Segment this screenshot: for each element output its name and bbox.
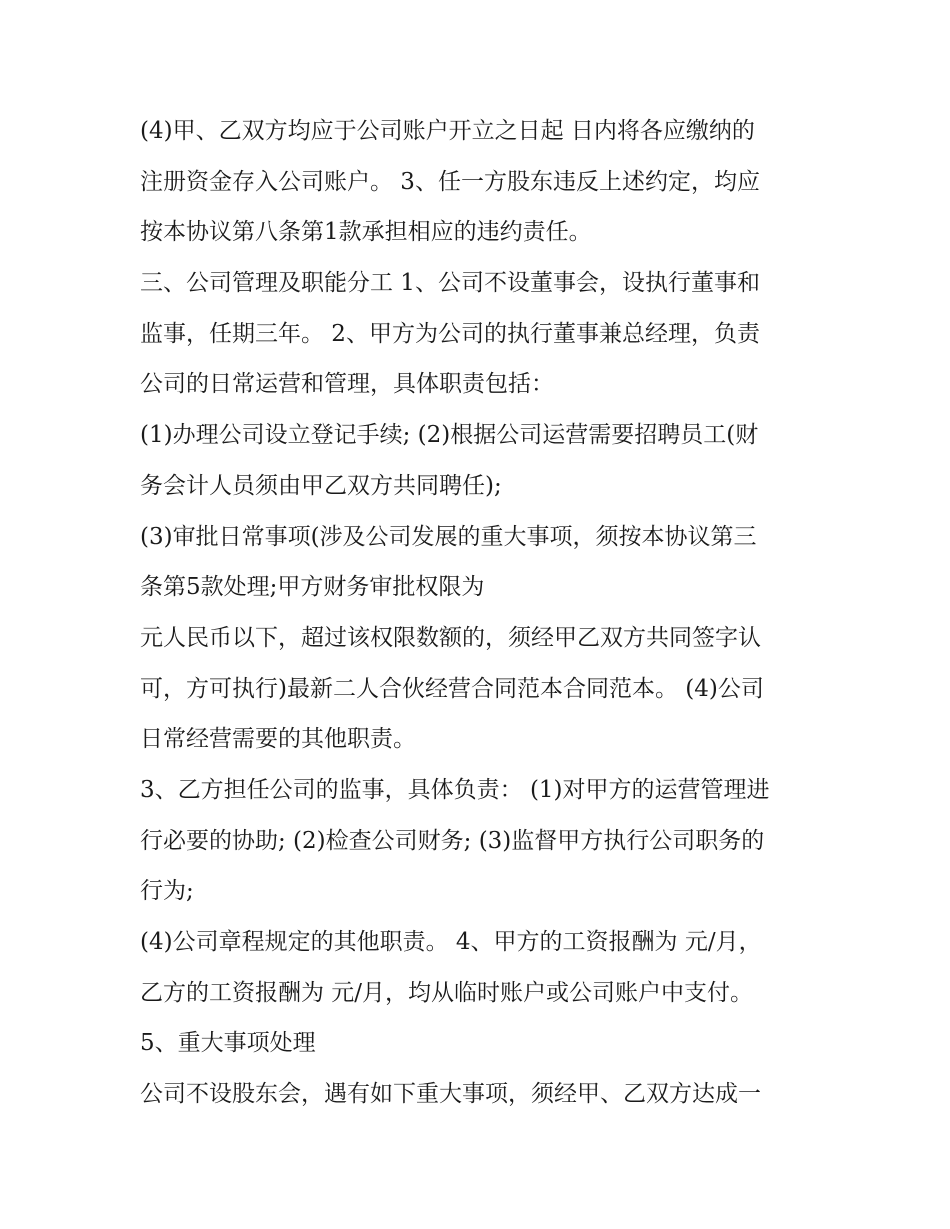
text-line: (4)公司章程规定的其他职责。 4、甲方的工资报酬为 元/月， (140, 929, 762, 955)
text-line: 可，方可执行)最新二人合伙经营合同范本合同范本。 (4)公司 (140, 675, 764, 702)
text-line: 公司的日常运营和管理，具体职责包括： (140, 371, 554, 398)
text-line: 乙方的工资报酬为 元/月，均从临时账户或公司账户中支付。 (140, 979, 754, 1006)
text-line: 三、公司管理及职能分工 1、公司不设董事会，设执行董事和 (140, 270, 760, 297)
contract-text (140, 106, 830, 1120)
text-line: 5、重大事项处理 (140, 1030, 316, 1057)
text-line: 元人民币以下，超过该权限数额的，须经甲乙双方共同签字认 (140, 624, 761, 651)
text-line: 注册资金存入公司账户。 3、任一方股东违反上述约定，均应 (140, 168, 760, 195)
text-line: 3、乙方担任公司的监事，具体负责： (1)对甲方的运营管理进 (140, 776, 770, 803)
text-line: 公司不设股东会，遇有如下重大事项，须经甲、乙双方达成一 (140, 1081, 761, 1108)
text-line: 条第5款处理;甲方财务审批权限为 (140, 574, 485, 601)
text-line: (4)甲、乙双方均应于公司账户开立之日起 日内将各应缴纳的 (140, 118, 755, 144)
text-line: 行必要的协助; (2)检查公司财务; (3)监督甲方执行公司职务的 (140, 827, 765, 854)
text-line: 务会计人员须由甲乙双方共同聘任); (140, 472, 502, 499)
text-line: 按本协议第八条第1款承担相应的违约责任。 (140, 219, 592, 246)
text-line: (1)办理公司设立登记手续; (2)根据公司运营需要招聘员工(财 (140, 422, 759, 449)
text-line: 行为; (140, 878, 194, 905)
text-line: 日常经营需要的其他职责。 (140, 726, 416, 753)
text-line: (3)审批日常事项(涉及公司发展的重大事项，须按本协议第三 (140, 523, 757, 550)
text-line: 监事，任期三年。 2、甲方为公司的执行董事兼总经理，负责 (140, 320, 760, 347)
